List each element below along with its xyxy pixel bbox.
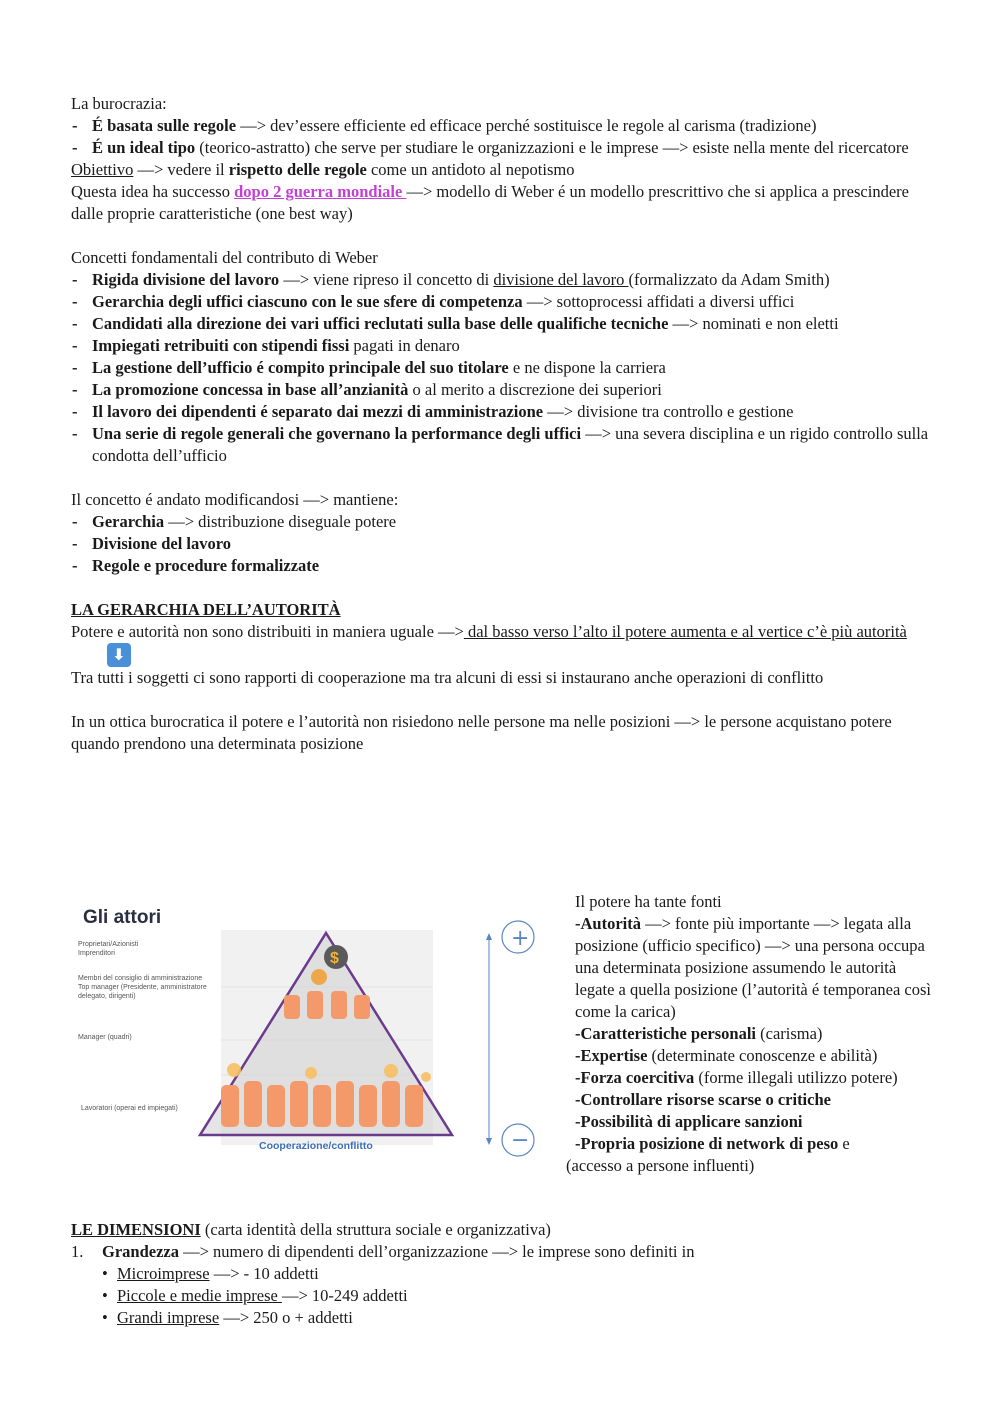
bold-text: Gerarchia <box>92 512 165 531</box>
figure-footer: Cooperazione/conflitto <box>259 1140 373 1152</box>
hierarchy-heading: LA GERARCHIA DELL’AUTORITÀ <box>71 600 341 619</box>
bold-text: La gestione dell’ufficio é compito principale del suo titolare <box>92 358 509 377</box>
list-item <box>71 401 933 423</box>
bold-text: -Propria posizione di network di peso <box>575 1134 839 1153</box>
weber-list <box>71 269 933 467</box>
dimensions-heading-line <box>71 1219 933 1241</box>
source-forza <box>566 1067 936 1089</box>
text: o al merito a discrezione dei superiori <box>408 380 662 399</box>
source-caratteristiche <box>566 1023 936 1045</box>
label-owners: Proprietari/Azionisti Imprenditori <box>78 941 139 957</box>
text: e <box>838 1134 850 1153</box>
grandezza-line <box>71 1241 933 1263</box>
list-item <box>71 269 933 291</box>
text: Questa idea ha successo <box>71 182 235 201</box>
list-item <box>71 313 933 335</box>
cooperation-paragraph: Tra tutti i soggetti ci sono rapporti di cooperazione ma tra alcuni di essi si instaurano anche operazioni di conflitto <box>71 668 824 687</box>
text: —> viene ripreso il concetto di <box>279 270 494 289</box>
list-item <box>71 379 933 401</box>
list-item <box>71 1263 933 1285</box>
list-item <box>71 423 933 467</box>
text: —> modello di Weber é un modello prescrittivo che si applica a prescindere dalle proprie caratteristiche (one best way) <box>71 182 909 223</box>
text: —> distribuzione diseguale potere <box>164 512 397 531</box>
intro-list <box>71 115 933 159</box>
power-sources <box>566 891 936 1177</box>
text: —> - 10 addetti <box>209 1264 319 1283</box>
list-number: 1. <box>71 1242 84 1261</box>
text: (forme illegali utilizzo potere) <box>694 1068 898 1087</box>
bureaucratic-paragraph: In un ottica burocratica il potere e l’autorità non risiedono nelle persone ma nelle posizioni —> le persone acquistano potere quando prendono una determinata posizione <box>71 712 892 753</box>
dimensions-section <box>71 1219 933 1329</box>
bold-text: -Possibilità di applicare sanzioni <box>575 1112 803 1131</box>
label-workers: Lavoratori (operai ed impiegati) <box>81 1105 178 1112</box>
text: —> divisione tra controllo e gestione <box>543 402 794 421</box>
bold-text: Rigida divisione del lavoro <box>92 270 280 289</box>
bold-text: -Caratteristiche personali <box>575 1024 756 1043</box>
text: —> 250 o + addetti <box>219 1308 353 1327</box>
text: (carta identità della struttura sociale e organizzativa) <box>200 1220 551 1239</box>
item-text: (teorico-astratto) che serve per studiare le organizzazioni e le imprese —> esiste nella mente del ricercatore <box>195 138 909 157</box>
list-item <box>71 115 933 137</box>
bold-text: -Forza coercitiva <box>575 1068 695 1087</box>
list-item <box>71 335 933 357</box>
intro-heading: La burocrazia: <box>71 94 167 113</box>
idea-paragraph <box>71 181 933 225</box>
text: come un antidoto al nepotismo <box>366 160 575 179</box>
source-controllo <box>566 1089 936 1111</box>
objective-line <box>71 159 933 181</box>
bold-text: Candidati alla direzione dei vari uffici reclutati sulla base delle qualifiche tecniche <box>92 314 669 333</box>
bold-text: -Controllare risorse scarse o critiche <box>575 1090 831 1109</box>
text: —> vedere il <box>133 160 229 179</box>
bold-text: Grandezza <box>102 1242 179 1261</box>
list-item <box>71 533 933 555</box>
list-item <box>71 1285 933 1307</box>
figure-title: Gli attori <box>83 907 162 928</box>
underlined-text: dal basso verso l’alto il potere aumenta e al vertice c’è più autorità <box>463 622 907 641</box>
list-item <box>71 1307 933 1329</box>
workers-heads <box>221 1081 423 1127</box>
actors-figure <box>71 895 561 1160</box>
bold-text: -Expertise <box>575 1046 648 1065</box>
underlined-text: divisione del lavoro <box>493 270 629 289</box>
document-body <box>71 93 933 755</box>
bold-text: Gerarchia degli uffici ciascuno con le sue sfere di competenza <box>92 292 523 311</box>
list-item <box>71 137 933 159</box>
hierarchy-paragraph <box>71 621 933 643</box>
text: —> nominati e non eletti <box>668 314 839 333</box>
text: —> una severa disciplina e un rigido controllo sulla condotta dell’ufficio <box>92 424 929 465</box>
dimensions-heading: LE DIMENSIONI <box>71 1220 201 1239</box>
list-item <box>71 291 933 313</box>
source-network-tail: (accesso a persone influenti) <box>566 1156 755 1175</box>
list-item <box>71 555 933 577</box>
bold-text: É un ideal tipo <box>92 138 196 157</box>
sources-intro: Il potere ha tante fonti <box>575 892 722 911</box>
source-autorita <box>566 913 936 1023</box>
text: —> fonte più importante —> legata alla posizione (ufficio specifico) —> una persona occupa una determinata posizione assumendo le autorità legate a quella posizione (l’autorità é temporanea così come la carica) <box>575 914 931 1021</box>
list-item <box>71 357 933 379</box>
underlined-text: Piccole e medie imprese <box>117 1286 282 1305</box>
minus-icon: − <box>511 1128 530 1153</box>
bold-text: -Autorità <box>575 914 641 933</box>
underlined-text: Grandi imprese <box>117 1308 220 1327</box>
weber-heading: Concetti fondamentali del contributo di Weber <box>71 248 378 267</box>
label-managers: Manager (quadri) <box>78 1034 132 1041</box>
bold-text: Divisione del lavoro <box>92 534 232 553</box>
text: Potere e autorità non sono distribuiti in maniera uguale —> <box>71 622 464 641</box>
list-item <box>71 511 933 533</box>
source-sanzioni <box>566 1111 936 1133</box>
concept-heading: Il concetto é andato modificandosi —> mantiene: <box>71 490 399 509</box>
bold-text: Impiegati retribuiti con stipendi fissi <box>92 336 350 355</box>
text: (carisma) <box>756 1024 823 1043</box>
size-categories-list <box>71 1263 933 1329</box>
text: —> numero di dipendenti dell’organizzazione —> le imprese sono definiti in <box>178 1242 695 1261</box>
pyramid-illustration <box>71 895 561 1160</box>
text: (determinate conoscenze e abilità) <box>647 1046 878 1065</box>
down-arrow-icon: ⬇ <box>107 643 131 667</box>
text: —> sottoprocessi affidati a diversi uffici <box>522 292 795 311</box>
text: (formalizzato da Adam Smith) <box>628 270 830 289</box>
source-expertise <box>566 1045 936 1067</box>
bold-text: rispetto delle regole <box>228 160 367 179</box>
bold-text: Regole e procedure formalizzate <box>92 556 320 575</box>
dollar-icon: $ <box>330 950 339 967</box>
item-text: —> dev’essere efficiente ed efficace perché sostituisce le regole al carisma (tradizione) <box>236 116 817 135</box>
source-network <box>566 1133 936 1155</box>
concept-list <box>71 511 933 577</box>
underlined-text: Microimprese <box>117 1264 210 1283</box>
highlight-link[interactable]: dopo 2 guerra mondiale <box>234 182 407 201</box>
label-top-managers: Membri del consiglio di amministrazione Top manager (Presidente, amministratore delegato, dirigenti) <box>78 975 207 1000</box>
objective-label: Obiettivo <box>71 160 134 179</box>
text: pagati in denaro <box>349 336 460 355</box>
plus-icon: + <box>511 926 530 951</box>
bold-text: La promozione concessa in base all’anzianità <box>92 380 409 399</box>
bold-text: Il lavoro dei dipendenti é separato dai mezzi di amministrazione <box>92 402 544 421</box>
bold-text: Una serie di regole generali che governano la performance degli uffici <box>92 424 582 443</box>
text: —> 10-249 addetti <box>281 1286 408 1305</box>
bold-text: É basata sulle regole <box>92 116 237 135</box>
text: e ne dispone la carriera <box>508 358 666 377</box>
